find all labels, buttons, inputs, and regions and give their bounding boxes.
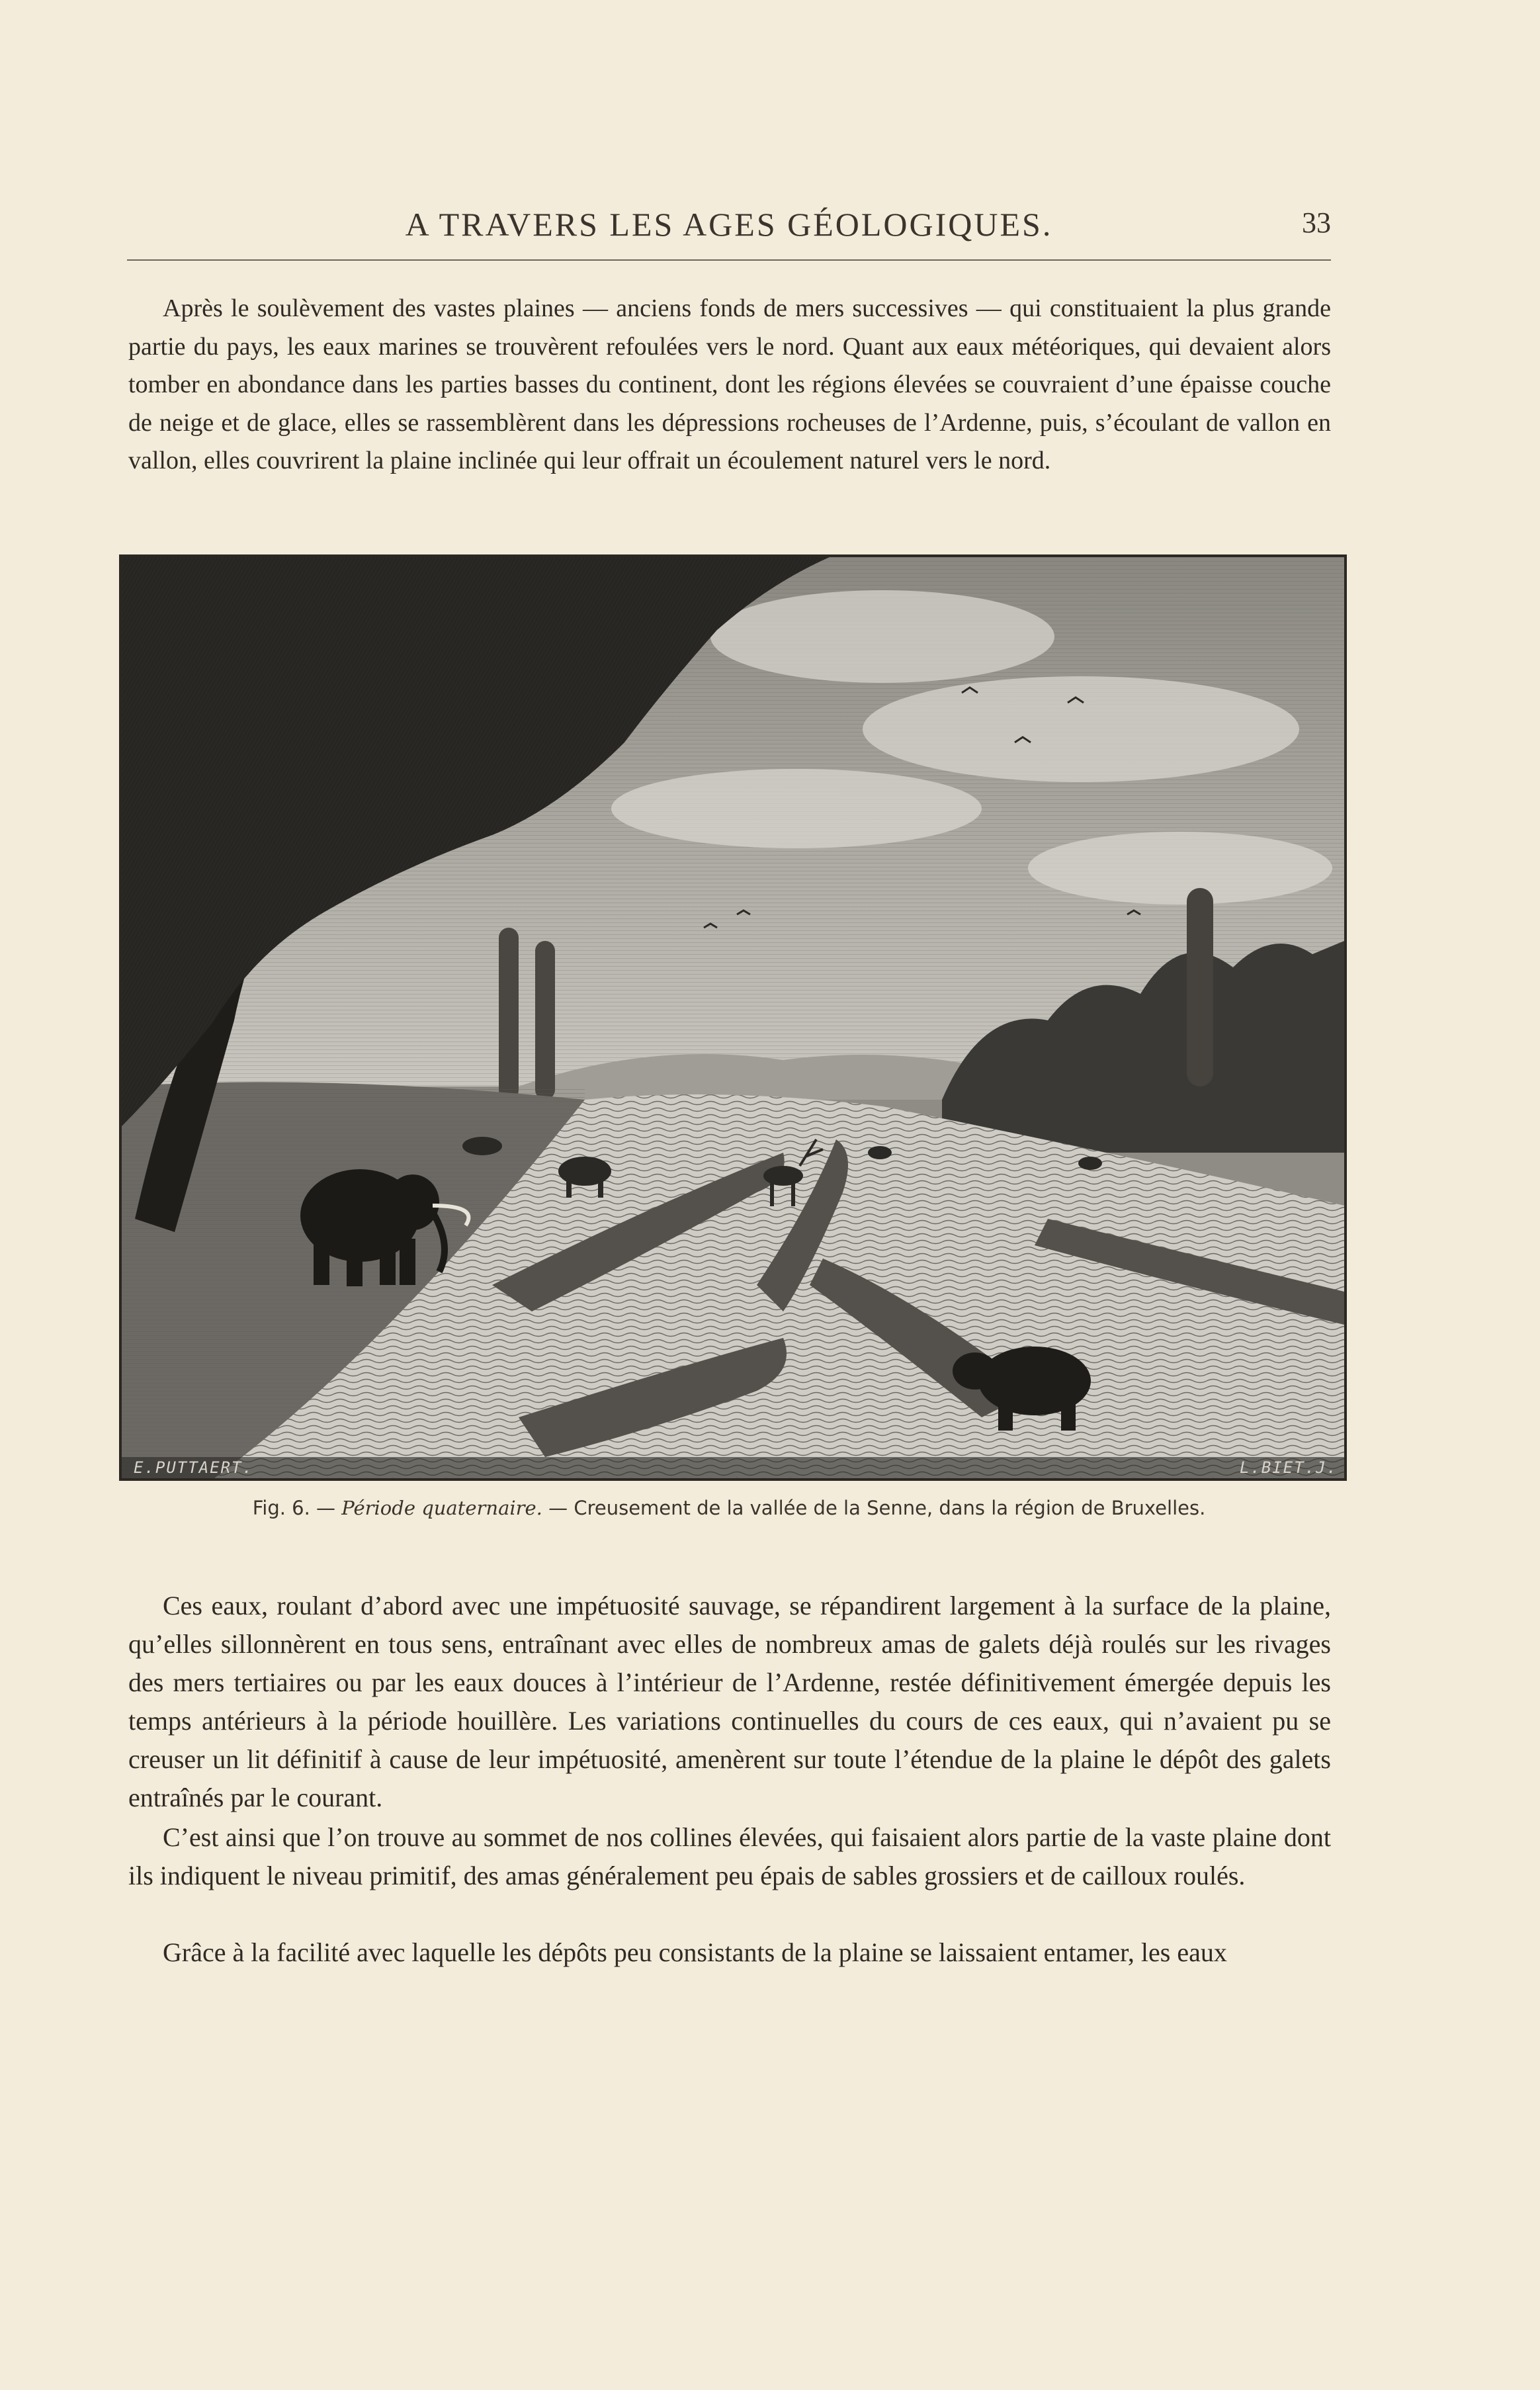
resting-animal [462,1137,502,1155]
poplar-left-1 [499,928,519,1100]
caption-description: — Creusement de la vallée de la Senne, dans la région de Bruxelles. [548,1497,1206,1519]
figure-caption [127,1497,1331,1519]
poplar-left-2 [535,941,555,1100]
engraver-signature-right: L.BIET.J. [1240,1458,1338,1477]
page-number: 33 [1302,206,1331,239]
caption-prefix: Fig. 6. — [252,1497,336,1519]
caption-period: Période quaternaire. [341,1497,542,1519]
paragraph-4: Grâce à la facilité avec laquelle les dépôts peu consistants de la plaine se laissaient entamer, les eaux [163,1937,1227,1967]
running-header [127,196,1331,243]
header-rule [127,259,1331,261]
poplar-right [1187,888,1213,1086]
engraving-illustration [119,554,1347,1481]
header-title: A TRAVERS LES AGES GÉOLOGIQUES. [405,206,1053,243]
paragraph-1: Après le soulèvement des vastes plaines — anciens fonds de mers successives — qui constituaient la plus grande partie du pays, les eaux marines se trouvèrent refoulées vers le nord. Quant aux eaux météoriques, qui devaient alors tomber en abondance dans les parties basses du continent, dont les régions élevées se couvraient d’une épaisse couche de neige et de glace, elles se rassemblèrent dans les dépressions rocheuses de l’Ardenne, puis, s’écoulant de vallon en vallon, elles couvrirent la plaine inclinée qui leur offrait un écoulement naturel vers le nord. [128,294,1331,475]
engraving-svg [122,557,1344,1478]
paragraph-3: C’est ainsi que l’on trouve au sommet de nos collines élevées, qui faisaient alors partie de la vaste plaine dont ils indiquent le niveau primitif, des amas généralement peu épais de sables grossiers et de cailloux roulés. [128,1822,1331,1890]
paragraph-2: Ces eaux, roulant d’abord avec une impétuosité sauvage, se répandirent largement à la surface de la plaine, qu’elles sillonnèrent en tous sens, entraînant avec elles de nombreux amas de galets déjà roulés sur les rivages des mers tertiaires ou par les eaux douces à l’intérieur de l’Ardenne, restée définitivement émergée depuis les temps antérieurs à la période houillère. Les variations continuelles du cours de ces eaux, qui n’avaient pu se creuser un lit définitif à cause de leur impétuosité, amenèrent sur toute l’étendue de la plaine le dépôt des galets entraînés par le courant. [128,1591,1331,1812]
engraver-signature-left: E.PUTTAERT. [134,1458,253,1477]
